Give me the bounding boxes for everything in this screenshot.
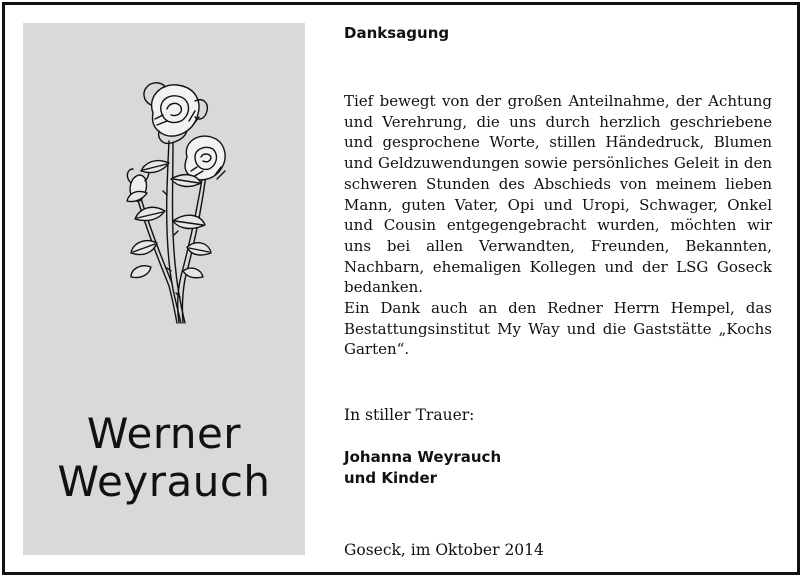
rose-illustration-icon — [107, 71, 227, 326]
deceased-last-name: Weyrauch — [57, 457, 271, 506]
signers-block — [344, 447, 501, 489]
closing-line: In stiller Trauer: — [344, 406, 475, 424]
notice-frame — [2, 2, 800, 575]
signer-name: Johanna Weyrauch — [344, 448, 502, 466]
deceased-first-name: Werner — [86, 409, 242, 458]
place-and-date: Goseck, im Oktober 2014 — [344, 541, 544, 559]
notice-heading: Danksagung — [344, 24, 450, 42]
signer-family: und Kinder — [344, 469, 438, 487]
additional-thanks-paragraph: Ein Dank auch an den Redner Herrn Hempel, das Bestattungsinstitut My Way und die Gaststätte „Kochs Garten“. — [344, 299, 772, 359]
thanks-paragraph: Tief bewegt von der großen Anteilnahme, der Achtung und Verehrung, die uns durch herzlich geschriebene und gesprochene Worte, stillen Händedruck, Blumen und Geldzuwendungen sowie persönliches Geleit in den schweren Stunden des Abschieds von meinem lieben Mann, guten Vater, Opi und Uropi, Schwager, Onkel und Cousin entgegengebracht wurden, möchten wir uns bei allen Verwandten, Freunden, Bekannten, Nachbarn, ehemaligen Kollegen und der LSG Goseck bedanken. — [344, 92, 772, 297]
notice-body — [344, 91, 772, 360]
left-panel — [23, 23, 305, 555]
